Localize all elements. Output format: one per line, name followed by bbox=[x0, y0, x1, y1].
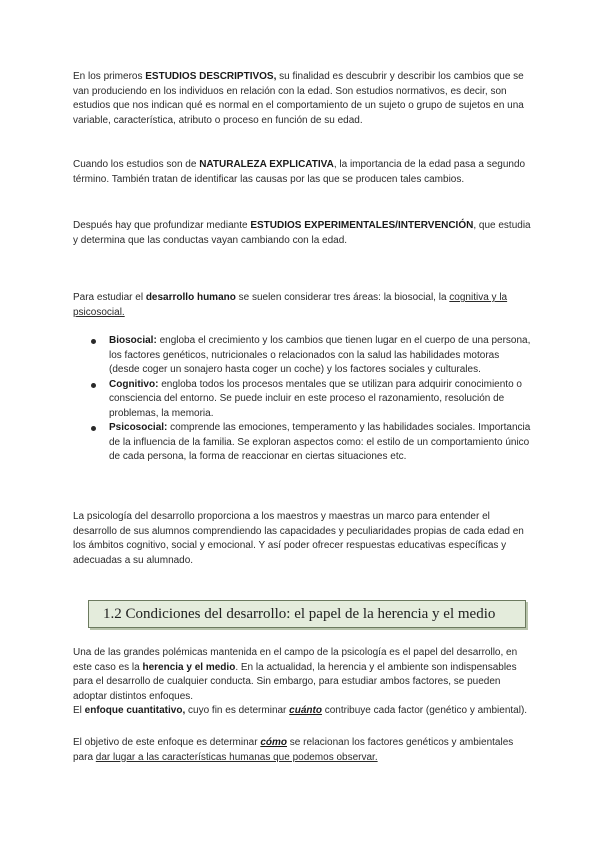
bullet-text: comprende las emociones, temperamento y las habilidades sociales. Importancia de la influencia de la familia. Se exploran aspectos como: el estilo de un comportamiento único de cada persona, la forma de reaccionar en ciertas situaciones etc. bbox=[109, 422, 531, 462]
paragraph-psychology-teachers bbox=[73, 510, 531, 568]
text-segment: se suelen considerar tres áreas: la biosocial, la bbox=[235, 292, 450, 303]
text-segment: Cuando los estudios son de bbox=[73, 159, 200, 170]
development-areas-list bbox=[73, 334, 531, 465]
paragraph-approach-objective bbox=[73, 736, 531, 765]
text-segment: Para estudiar el bbox=[73, 292, 146, 303]
paragraph-experimental-studies bbox=[73, 219, 531, 248]
text-segment: El objetivo de este enfoque es determinar bbox=[73, 737, 261, 748]
section-heading: 1.2 Condiciones del desarrollo: el papel de la herencia y el medio bbox=[88, 600, 526, 628]
bold-term: NATURALEZA EXPLICATIVA bbox=[199, 159, 334, 170]
text-segment: , que estudia y determina que las conductas vayan cambiando con la edad. bbox=[73, 220, 531, 246]
bold-term: enfoque cuantitativo, bbox=[84, 705, 186, 716]
bold-italic-term: cómo bbox=[260, 737, 288, 748]
bold-term: herencia y el medio bbox=[142, 661, 236, 673]
bullet-text: engloba todos los procesos mentales que se utilizan para adquirir conocimiento o consciencia del entorno. Se puede incluir en este proceso el razonamiento, resolución de problemas, la memoria. bbox=[109, 378, 522, 419]
text-segment: En los primeros bbox=[73, 71, 146, 82]
text-segment: cuyo fin es determinar bbox=[185, 705, 290, 716]
list-item-cognitivo bbox=[73, 378, 531, 422]
bullet-term: Cognitivo: bbox=[109, 378, 159, 390]
paragraph-heredity-environment bbox=[73, 646, 531, 704]
list-item-biosocial bbox=[73, 334, 531, 378]
bullet-text: engloba el crecimiento y los cambios que tienen lugar en el cuerpo de una persona, los factores genéticos, nutricionales o relacionados con la salud las habilidades motoras (desde coger un sonajero hasta coger un coche) y los factores sociales y culturales. bbox=[109, 335, 531, 375]
text-segment: , la importancia de la edad pasa a segundo término. También tratan de identificar las causas por las que se producen tales cambios. bbox=[73, 159, 526, 185]
underlined-text: dar lugar a las características humanas que podemos observar. bbox=[95, 751, 378, 763]
paragraph-descriptive-studies bbox=[73, 70, 531, 128]
paragraph-explanatory-studies bbox=[73, 158, 531, 187]
bold-term: desarrollo humano bbox=[145, 292, 236, 303]
list-item-psicosocial bbox=[73, 421, 531, 465]
bold-term: ESTUDIOS EXPERIMENTALES/INTERVENCIÓN bbox=[250, 220, 474, 231]
bold-term: ESTUDIOS DESCRIPTIVOS, bbox=[145, 71, 277, 82]
text-segment: contribuye cada factor (genético y ambiental). bbox=[321, 705, 528, 716]
paragraph-quantitative-approach bbox=[73, 704, 531, 719]
bullet-term: Biosocial: bbox=[109, 335, 157, 346]
text-segment: Una de las grandes polémicas mantenida en el campo de la psicología es el papel del desarrollo, en este caso es la bbox=[73, 647, 518, 673]
text-segment: La psicología del desarrollo proporciona a los maestros y maestras un marco para entender el desarrollo de sus alumnos comprendiendo las capacidades y peculiaridades propias de cada edad en los ámbitos cognitivo, social y emocional. Y así poder ofrecer respuestas educativas específicas y adecuadas a su alumnado. bbox=[73, 511, 524, 566]
text-segment: su finalidad es descubrir y describir los cambios que se van produciendo en los individuos en relación con la edad. Son estudios normativos, es decir, son estudios que nos indican qué es normal en el comportamiento de un sujeto o grupo de sujetos en una variable, característica, atributo o proceso en función de su edad. bbox=[73, 71, 524, 126]
bold-italic-term: cuánto bbox=[289, 705, 322, 716]
text-segment: El bbox=[73, 705, 85, 716]
text-segment: se relacionan los factores genéticos y ambientales para bbox=[73, 737, 514, 763]
text-segment: Después hay que profundizar mediante bbox=[73, 220, 251, 231]
paragraph-human-development bbox=[73, 291, 531, 320]
text-segment: . En la actualidad, la herencia y el ambiente son indispensables para el desarrollo de cualquier conducta. Sin embargo, para estudiar ambos factores, se pueden adoptar distintos enfoques. bbox=[73, 661, 517, 702]
underlined-text: cognitiva y la psicosocial. bbox=[73, 292, 508, 318]
bullet-term: Psicosocial: bbox=[109, 422, 168, 433]
